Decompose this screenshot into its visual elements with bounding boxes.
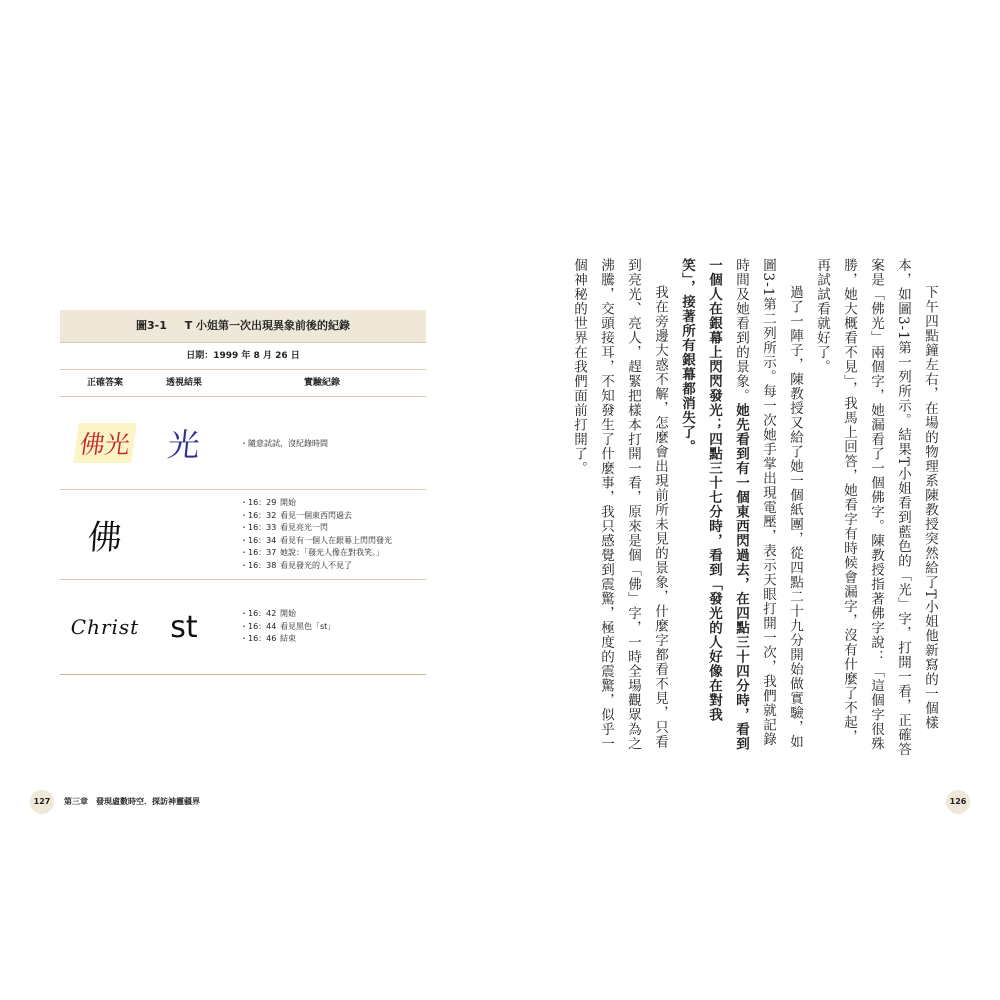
- record-text: 她說：「發光人像在對我笑。」: [280, 548, 384, 557]
- record-time: ・16：32: [240, 510, 277, 520]
- record-line: [240, 560, 426, 573]
- record-note: ・隨意試試，沒紀錄時間: [240, 438, 328, 448]
- handwritten-result-st: st: [170, 609, 198, 645]
- record-text: 看見亮光一閃: [280, 523, 328, 532]
- result-cell: [150, 490, 218, 579]
- result-cell: [150, 397, 218, 489]
- record-time: ・16：38: [240, 560, 277, 570]
- record-cell: [218, 497, 426, 572]
- record-text: 開始: [280, 498, 296, 507]
- paragraph-2: [673, 258, 808, 758]
- record-line: [240, 608, 426, 621]
- record-line: [240, 497, 426, 510]
- paragraph-3: 我在旁邊大惑不解，怎麼會出現前所未見的景象，什麼字都看不見，只看到亮光、亮人，趕緊把樣本打開一看，原來是個「佛」字，一時全場觀眾為之沸騰，交頭接耳，不知發生了什麼事，我只感覺到震驚，極度的震驚，似乎一個神秘的世界在我們面前打開了。: [571, 258, 668, 751]
- record-time: ・16：33: [240, 523, 277, 532]
- record-line: [240, 633, 426, 646]
- record-time: ・16：34: [240, 535, 277, 545]
- record-time: ・16：42: [240, 609, 277, 619]
- handwritten-answer-fuguang: 佛光: [73, 423, 137, 463]
- answer-cell: [60, 490, 150, 579]
- header-perspective-result: 透視結果: [165, 378, 202, 388]
- table-row: [60, 580, 426, 675]
- table-row: [60, 490, 426, 580]
- handwritten-result-guang: 光: [165, 426, 202, 464]
- header-correct-answer: 正確答案: [86, 378, 123, 388]
- record-text: 看見發光的人不見了: [280, 560, 352, 570]
- table-row: [60, 397, 426, 490]
- answer-cell: [60, 397, 150, 489]
- record-text: 看見一個東西閃過去: [280, 510, 352, 520]
- record-time: ・16：37: [240, 548, 277, 557]
- figure-3-1-table: [60, 310, 426, 675]
- record-time: ・16：29: [240, 498, 277, 507]
- handwritten-answer-fo: 佛: [86, 518, 124, 558]
- result-cell: [150, 580, 218, 674]
- page-number-left: 127: [30, 790, 54, 814]
- figure-number: 圖3-1: [135, 319, 167, 332]
- record-text: 開始: [280, 609, 296, 619]
- paragraph-2-bold: 她先看到有一個東西閃過去，在四點三十四分時，看到一個人在銀幕上閃閃發光；四點三十七分時，看到「發光的人好像在對我笑」，接著所有銀幕都消失了。: [679, 258, 749, 751]
- paragraph-1: 下午四點鐘左右，在場的物理系陳教授突然給了T小姐他新寫的一個樣本，如圖3-1第一列所示。結果T小姐看到藍色的「光」字，打開一看，正確答案是「佛光」兩個字，她漏看了一個佛字。陳教授指著佛字說：「這個字很殊勝，她大概看不見」，我馬上回答，她看字有時候會漏字，沒有什麼了不起，再試試看就好了。: [814, 258, 938, 757]
- right-page: [500, 0, 1000, 1000]
- chapter-running-head: 第三章 發現虛數時空．探訪神靈疆界: [64, 797, 200, 806]
- record-line: [240, 510, 426, 523]
- figure-title-bar: [60, 310, 426, 343]
- record-cell: [218, 608, 426, 646]
- record-time: ・16：44: [240, 621, 277, 631]
- handwritten-answer-christ: Christ: [70, 615, 140, 639]
- record-text: 結束: [280, 634, 296, 644]
- record-line: [240, 547, 426, 560]
- answer-cell: [60, 580, 150, 674]
- record-line: [240, 621, 426, 634]
- table-header: [60, 370, 426, 397]
- record-cell: [218, 438, 426, 449]
- record-text: 看見有一個人在銀幕上閃閃發光: [280, 535, 392, 545]
- header-experiment-record: 實驗紀錄: [303, 378, 340, 388]
- page-number-right: 126: [946, 790, 970, 814]
- record-line: [240, 522, 426, 535]
- record-time: ・16：46: [240, 634, 277, 644]
- record-line: [240, 535, 426, 548]
- figure-date: 日期：1999 年 8 月 26 日: [60, 343, 426, 370]
- record-text: 看見黑色「st」: [280, 621, 336, 631]
- figure-title: T 小姐第一次出現異象前後的紀錄: [184, 319, 351, 332]
- vertical-body-text: [571, 258, 943, 758]
- paragraph-2-text: 過了一陣子，陳教授又給了她一個紙團，從四點二十九分開始做實驗，如圖3-1第二列所示。每一次她手掌出現電壓，表示天眼打開一次，我們就記錄時間及她看到的景象。: [733, 258, 803, 749]
